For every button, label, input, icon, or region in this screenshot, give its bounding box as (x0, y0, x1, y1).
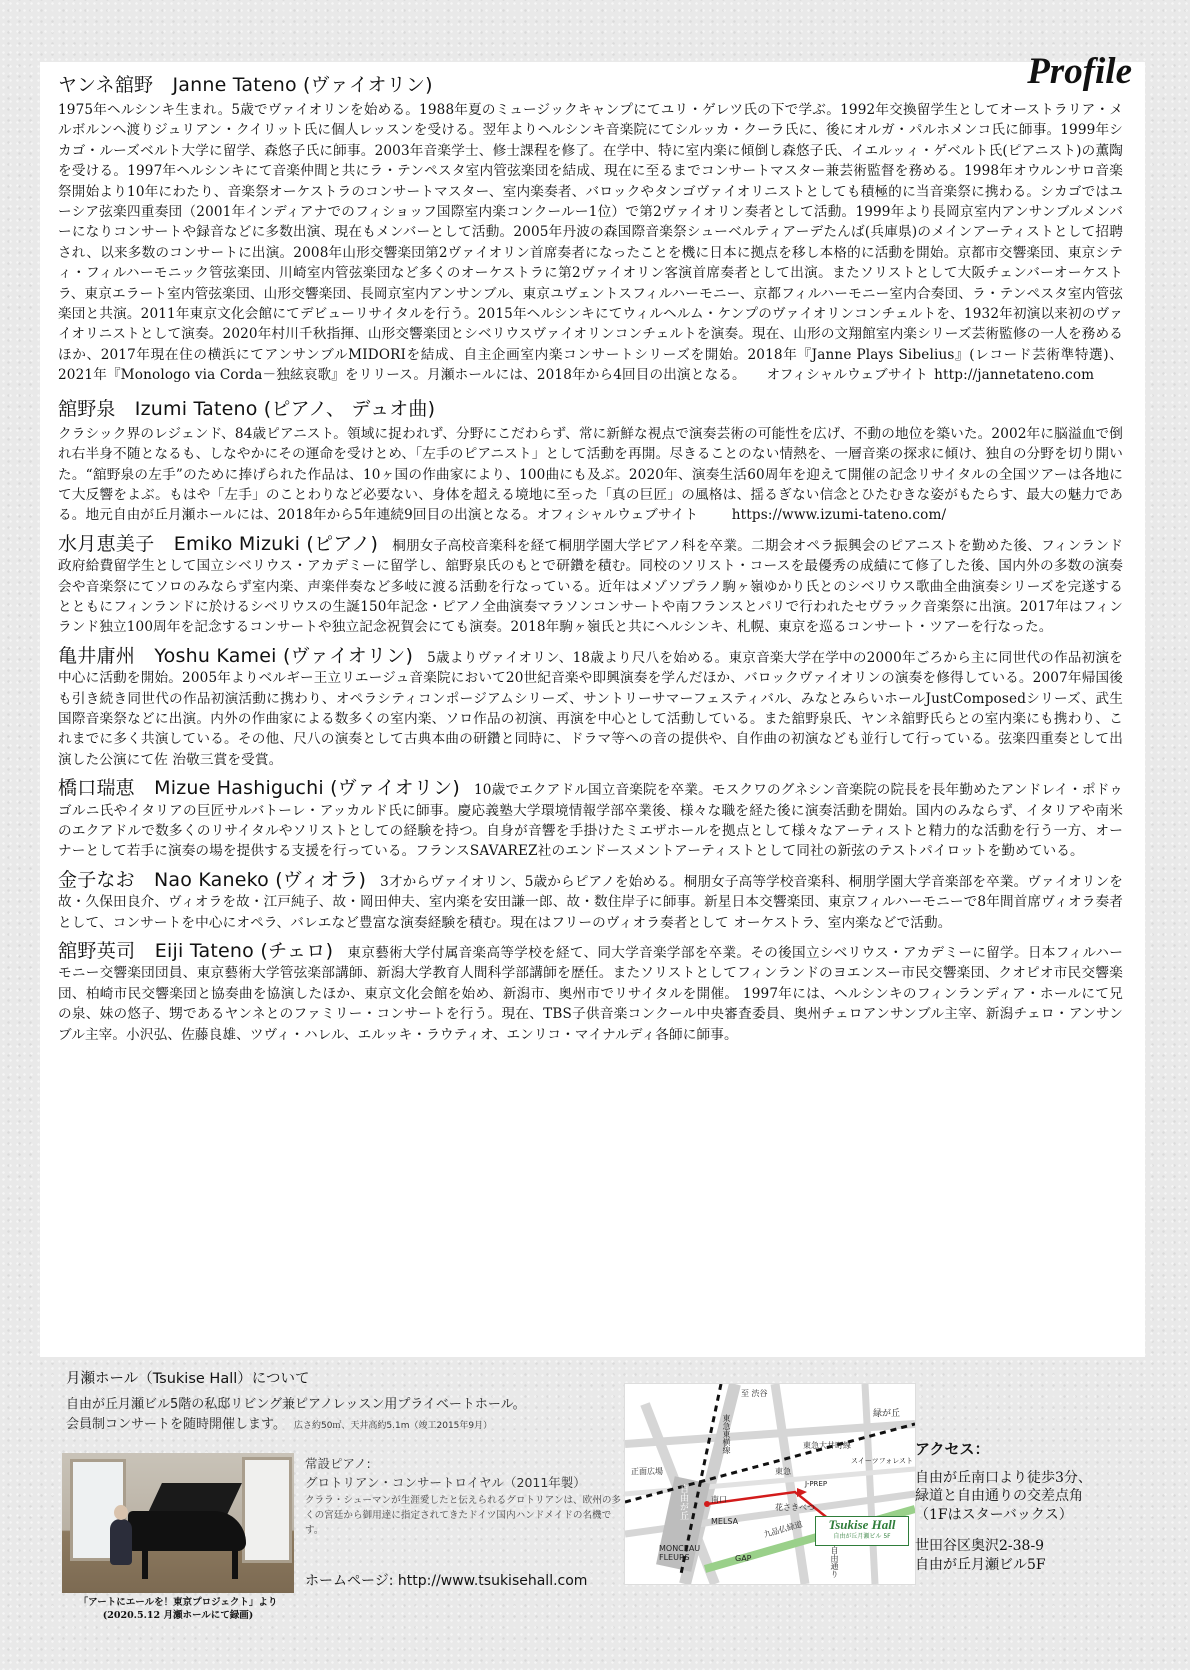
map-label-minamiguchi: 南口 (711, 1495, 727, 1504)
profile-title: Profile (1027, 51, 1132, 92)
hall-heading: 月瀬ホール（Tsukise Hall）について (66, 1371, 310, 1387)
map-label-jprep: J-PREP (805, 1480, 828, 1488)
bio-text: 10歳でエクアドル国立音楽院を卒業。モスクワのグネシン音楽院の院長を長年勤めたアンドレイ・ポドゥゴルニ氏やイタリアの巨匠サルバトーレ・アッカルド氏に師事。慶応義塾大学環境情報学部卒業後、様々な職を経た後に演奏活動を開始。国内のみならず、イタリアや南米のエクアドルで数多くのリサイタルやソリストとしての経験を持つ。自身が音響を手掛けたミエザホールを拠点として様々なアーティストと精力的な活動を行う一方、オーナーとして若手に演奏の場を提供する支援を行っている。フランスSAVAREZ社のエンドースメントアーティストとして同社の新弦のテストパイロットを勤めている。 (58, 782, 1123, 860)
piano-note: クララ・シューマンが生涯愛したと伝えられるグロトリアンは、欧州の多くの宮廷から御用達に指定されてきたドイツ国内ハンドメイドの名機です。 (305, 1495, 622, 1536)
map-label-oimachi: 東急大井町線 (803, 1441, 851, 1450)
bio-name: 舘野泉 Izumi Tateno (ピアノ、 デュオ曲) (58, 397, 436, 420)
access-info (915, 1440, 1165, 1574)
map-label-melsa: MELSA (711, 1517, 739, 1526)
map-label-tokyu: 東急 (775, 1467, 791, 1476)
bio-name: 橋口瑞恵 Mizue Hashiguchi (ヴァイオリン) (58, 777, 460, 800)
bio-izumi-tateno (58, 394, 1123, 526)
access-line: 自由が丘南口より徒歩3分、 (915, 1469, 1092, 1486)
bio-nao-kaneko (58, 870, 1123, 933)
bio-text: 桐朋女子高校音楽科を経て桐朋学園大学ピアノ科を卒業。二期会オペラ振興会のピアニストを勤めた後、フィンランド政府給費留学生として国立シベリウス・アカデミーに留学し、舘野泉氏のもとで研鑽を積む。同校のソリスト・コースを最優秀の成績にて修了した後、国内外の多数の演奏会や音楽祭にてソロのみならず室内楽、声楽伴奏など多岐に渡る活動を行なっている。近年はメゾソプラノ駒ヶ嶺ゆかり氏とのシベリウス歌曲全曲演奏シリーズを完遂するとともにフィンランドに於けるシベリウスの生誕150年記念・ピアノ全曲演奏マラソンコンサートや南フランスとパリで行われたセヴラック音楽祭に出演。2017年はフィンランド独立100周年を記念するコンサートや独立記念祝賀会にても演奏。2018年駒ヶ嶺氏と共にヘルシンキ、札幌、東京を巡るコンサート・ツアーを行なった。 (58, 537, 1123, 636)
website-link[interactable]: http://jannetateno.com (934, 367, 1095, 384)
map-label-hanasakibashi: 花さきべつ (775, 1503, 815, 1512)
bio-text: 1975年ヘルシンキ生まれ。5歳でヴァイオリンを始める。1988年夏のミュージックキャンプにてユリ・ゲレツ氏の下で学ぶ。1992年交換留学生としてオーストラリア・メルボルンへ渡りジュリアン・クイリット氏に個人レッスンを受ける。翌年よりヘルシンキ音楽院にてシルッカ・クーラ氏に、後にオルガ・パルホメンコ氏に師事。1999年シカゴ・ルーズベルト大学に留学、森悠子氏に師事。2003年音楽学士、修士課程を修了。在学中、特に室内楽に傾倒し森悠子氏、イエルッィ・ゲベルト氏(ピアニスト)の薫陶を受ける。1997年ヘルシンキにて音楽仲間と共にラ・テンペスタ室内管弦楽団を結成、現在に至るまでコンサートマスター兼芸術監督を務める。1998年オウルンサロ音楽祭開始より10年にわたり、音楽祭オーケストラのコンサートマスター、室内楽奏者、バロックやタンゴヴァイオリニストとしても積極的に当音楽祭に携わる。シカゴではユーシア弦楽四重奏団（2001年インディアナでのフィショッフ国際室内楽コンクールー1位）で第2ヴァイオリン奏者として活動。1999年より長岡京室内アンサンブルメンバーになりコンサートや録音などに多数出演、現在もメンバーとして活動。2005年丹波の森国際音楽祭シューベルティアーデたんば(兵庫県)のメインアーティストとして招聘され、以来多数のコンサートに出演。2008年山形交響楽団第2ヴァイオリン首席奏者になったことを機に日本に拠点を移し本格的に活動を開始。京都市交響楽団、東京シティ・フィルハーモニック管弦楽団、川崎室内管弦楽団など多くのオーケストラに第2ヴァイオリン客演首席奏者として出演。またソリストとして大阪チェンバーオーケストラ、東京エラート室内管弦楽団、山形交響楽団、長岡京室内アンサンブル、東京ユヴェントスフィルハーモニー、京都フィルハーモニー室内合奏団、ラ・テンペスタ室内管弦楽団と共演。2011年東京文化会館にてデビューリサイタルを行う。2015年ヘルシンキにてウィルヘルム・ケンプのヴァイオリンコンチェルトを、1932年初演以来初のヴァイオリニストとして演奏。2020年村川千秋指揮、山形交響楽団とシベリウスヴァイオリンコンチェルトを演奏。現在、山形の文翔館室内楽シリーズ芸術監修の一人を務めるほか、2017年現在住の横浜にてアンサンブルMIDORIを結成、自主企画室内楽コンサートシリーズを開始。2018年『Janne Plays Sibelius』(レコード芸術準特選)、2021年『Monologo via Corda－独絃哀歌』をリリース。月瀬ホールには、2018年から4回目の出演となる。 オフィシャルウェブサイト (58, 102, 1123, 384)
bio-janne-tateno (58, 70, 1123, 386)
bio-text: 東京藝術大学付属音楽高等学校を経て、同大学音楽学部を卒業。その後国立シベリウス・アカデミーに留学。日本フィルハーモニー交響楽団団員、東京藝術大学管弦楽部講師、新潟大学教育人間科学部講師を歴任。またソリストとしてフィンランドのヨエンスー市民交響楽団、クオピオ市民交響楽団、柏崎市民交響楽団と協奏曲を協演したほか、東京文化会館を始め、新潟市、奥州市でリサイタルを開催。 1997年には、ヘルシンキのフィンランディア・ホールにて兄の泉、妹の悠子、甥であるヤンネとのファミリー・コンサートを行う。現在、TBS子供音楽コンクール中央審査委員、奥州チェロアンサンブル主宰、新潟チェロ・アンサンブル主宰。小沢弘、佐藤良雄、ツヴィ・ハレル、エルッキ・ラウティオ、エンリコ・マイナルディ各師に師事。 (58, 945, 1123, 1043)
photo-caption: 「アートにエールを！東京プロジェクト」より (2020.5.12 月瀬ホールにて録画) (78, 1597, 278, 1621)
map-label-station: 自由が丘 (678, 1484, 688, 1520)
hall-description (66, 1395, 626, 1436)
bio-mizue-hashiguchi (58, 778, 1123, 862)
hall-desc-line: 会員制コンサートを随時開催します。 (66, 1417, 286, 1432)
map-label-jiyudori: 自由通り (830, 1546, 839, 1578)
map-label-sweets: スイーツフォレスト (851, 1457, 914, 1465)
bio-text: 5歳よりヴァイオリン、18歳より尺八を始める。東京音楽大学在学中の2000年ごろから主に同世代の作品初演を中心に活動を開始。2005年よりベルギー王立リエージュ音楽院において20世紀音楽や即興演奏を学んだほか、バロックヴァイオリンの演奏を修得している。2007年帰国後も引き続き同世代の作品初演活動に携わり、オペラシティコンポージアムシリーズ、サントリーサマーフェスティバル、みなとみらいホールJustComposedシリーズ、武生国際音楽祭などに出演。内外の作曲家による数多くの室内楽、ソロ作品の初演、再演を中心として活動している。また舘野泉氏、ヤンネ舘野氏らとの室内楽にも携わり、これまでに多く共演している。その他、尺八の演奏として古典本曲の研鑽と同時に、ドラマ等への音の提供や、自作曲の初演なども並行して行っている。弦楽四重奏として出演した公演にて佐 治敬三賞を受賞。 (58, 649, 1123, 768)
address-line: 自由が丘月瀬ビル5F (915, 1556, 1046, 1573)
bio-name: 水月恵美子 Emiko Mizuki (ピアノ) (58, 532, 379, 555)
map-label-gap: GAP (735, 1554, 752, 1563)
access-title: アクセス： (915, 1440, 990, 1458)
address-line: 世田谷区奥沢2-38-9 (915, 1538, 1045, 1554)
access-line: 緑道と自由通りの交差点角 (915, 1488, 1083, 1504)
bio-eiji-tateno (58, 941, 1123, 1045)
bio-name: 金子なお Nao Kaneko (ヴィオラ) (58, 868, 367, 891)
pianist-graphic (110, 1519, 132, 1565)
map-label-monceau: MONCEAU FLEURS (659, 1544, 701, 1562)
tsukise-hall-marker: Tsukise Hall 自由が丘月瀬ビル 5F (815, 1516, 909, 1546)
homepage-link[interactable]: ホームページ: http://www.tsukisehall.com (305, 1573, 588, 1589)
map-label-seimen: 正面広場 (631, 1467, 663, 1476)
bio-name: 亀井庸州 Yoshu Kamei (ヴァイオリン) (58, 644, 414, 667)
map-label-toyoko: 東急東横線 (722, 1414, 731, 1454)
map-label-shibuya: 至 渋谷 (741, 1389, 768, 1398)
bio-emiko-mizuki (58, 534, 1123, 638)
map-label-kuhon: 九品仏緑道 (762, 1519, 804, 1540)
profile-sheet (40, 62, 1145, 1357)
access-line: （1Fはスターバックス） (915, 1506, 1073, 1523)
bio-text: 3才からヴァイオリン、5歳からピアノを始める。桐朋女子高等学校音楽科、桐朋学園大学音楽部を卒業。ヴァイオリンを故・久保田良介、ヴィオラを故・江戸純子、故・岡田伸夫、室内楽を安田謙一郎、故・数住岸子に師事。新星日本交響楽団、東京フィルハーモニーで8年間首席ヴィオラ奏者として、コンサートを中心にオペラ、バレエなど豊富な演奏経験を積む。現在はフリーのヴィオラ奏者として オーケストラ、室内楽などで活動。 (58, 873, 1123, 931)
hall-size-note: 広さ約50㎡、天井高約5.1m（竣工2015年9月） (293, 1421, 493, 1431)
access-map (624, 1383, 916, 1585)
website-link[interactable]: https://www.izumi-tateno.com/ (731, 507, 947, 524)
piano-label: 常設ピアノ: (305, 1456, 371, 1471)
piano-model: グロトリアン・コンサートロイヤル（2011年製） (305, 1475, 586, 1490)
bio-name: ヤンネ舘野 Janne Tateno (ヴァイオリン) (58, 74, 433, 96)
bio-name: 舘野英司 Eiji Tateno (チェロ) (58, 940, 334, 963)
hall-desc-line: 自由が丘月瀬ビル5階の私邸リビング兼ピアノレッスン用プライベートホール。 (66, 1397, 526, 1412)
piano-info (305, 1455, 625, 1538)
map-label-midorigaoka: 緑が丘 (873, 1409, 901, 1419)
bio-yoshu-kamei (58, 646, 1123, 770)
grand-piano-graphic (128, 1511, 246, 1551)
concert-photo (62, 1453, 294, 1593)
bio-text: クラシック界のレジェンド、84歳ピアニスト。領域に捉われず、分野にこだわらず、常に新鮮な視点で演奏芸術の可能性を広げ、不動の地位を築いた。2002年に脳溢血で倒れ右半身不随となるも、しなやかにその運命を受けとめ、「左手のピアニスト」として活動を再開。尽きることのない情熱を、一層音楽の探求に傾け、独自の分野を切り開いた。“舘野泉の左手”のために捧げられた作品は、10ヶ国の作曲家により、100曲にも及ぶ。2020年、演奏生活60周年を迎えて開催の記念リサイタルの全国ツアーは各地にて大反響をよぶ。もはや「左手」のことわりなど必要ない、身体を超える境地に至った「真の巨匠」の風格は、揺るぎない信念とひたむきな姿がもたらす、最大の魅力である。地元自由が丘月瀬ホールには、2018年から5年連続9回目の出演となる。オフィシャルウェブサイト (58, 425, 1123, 524)
